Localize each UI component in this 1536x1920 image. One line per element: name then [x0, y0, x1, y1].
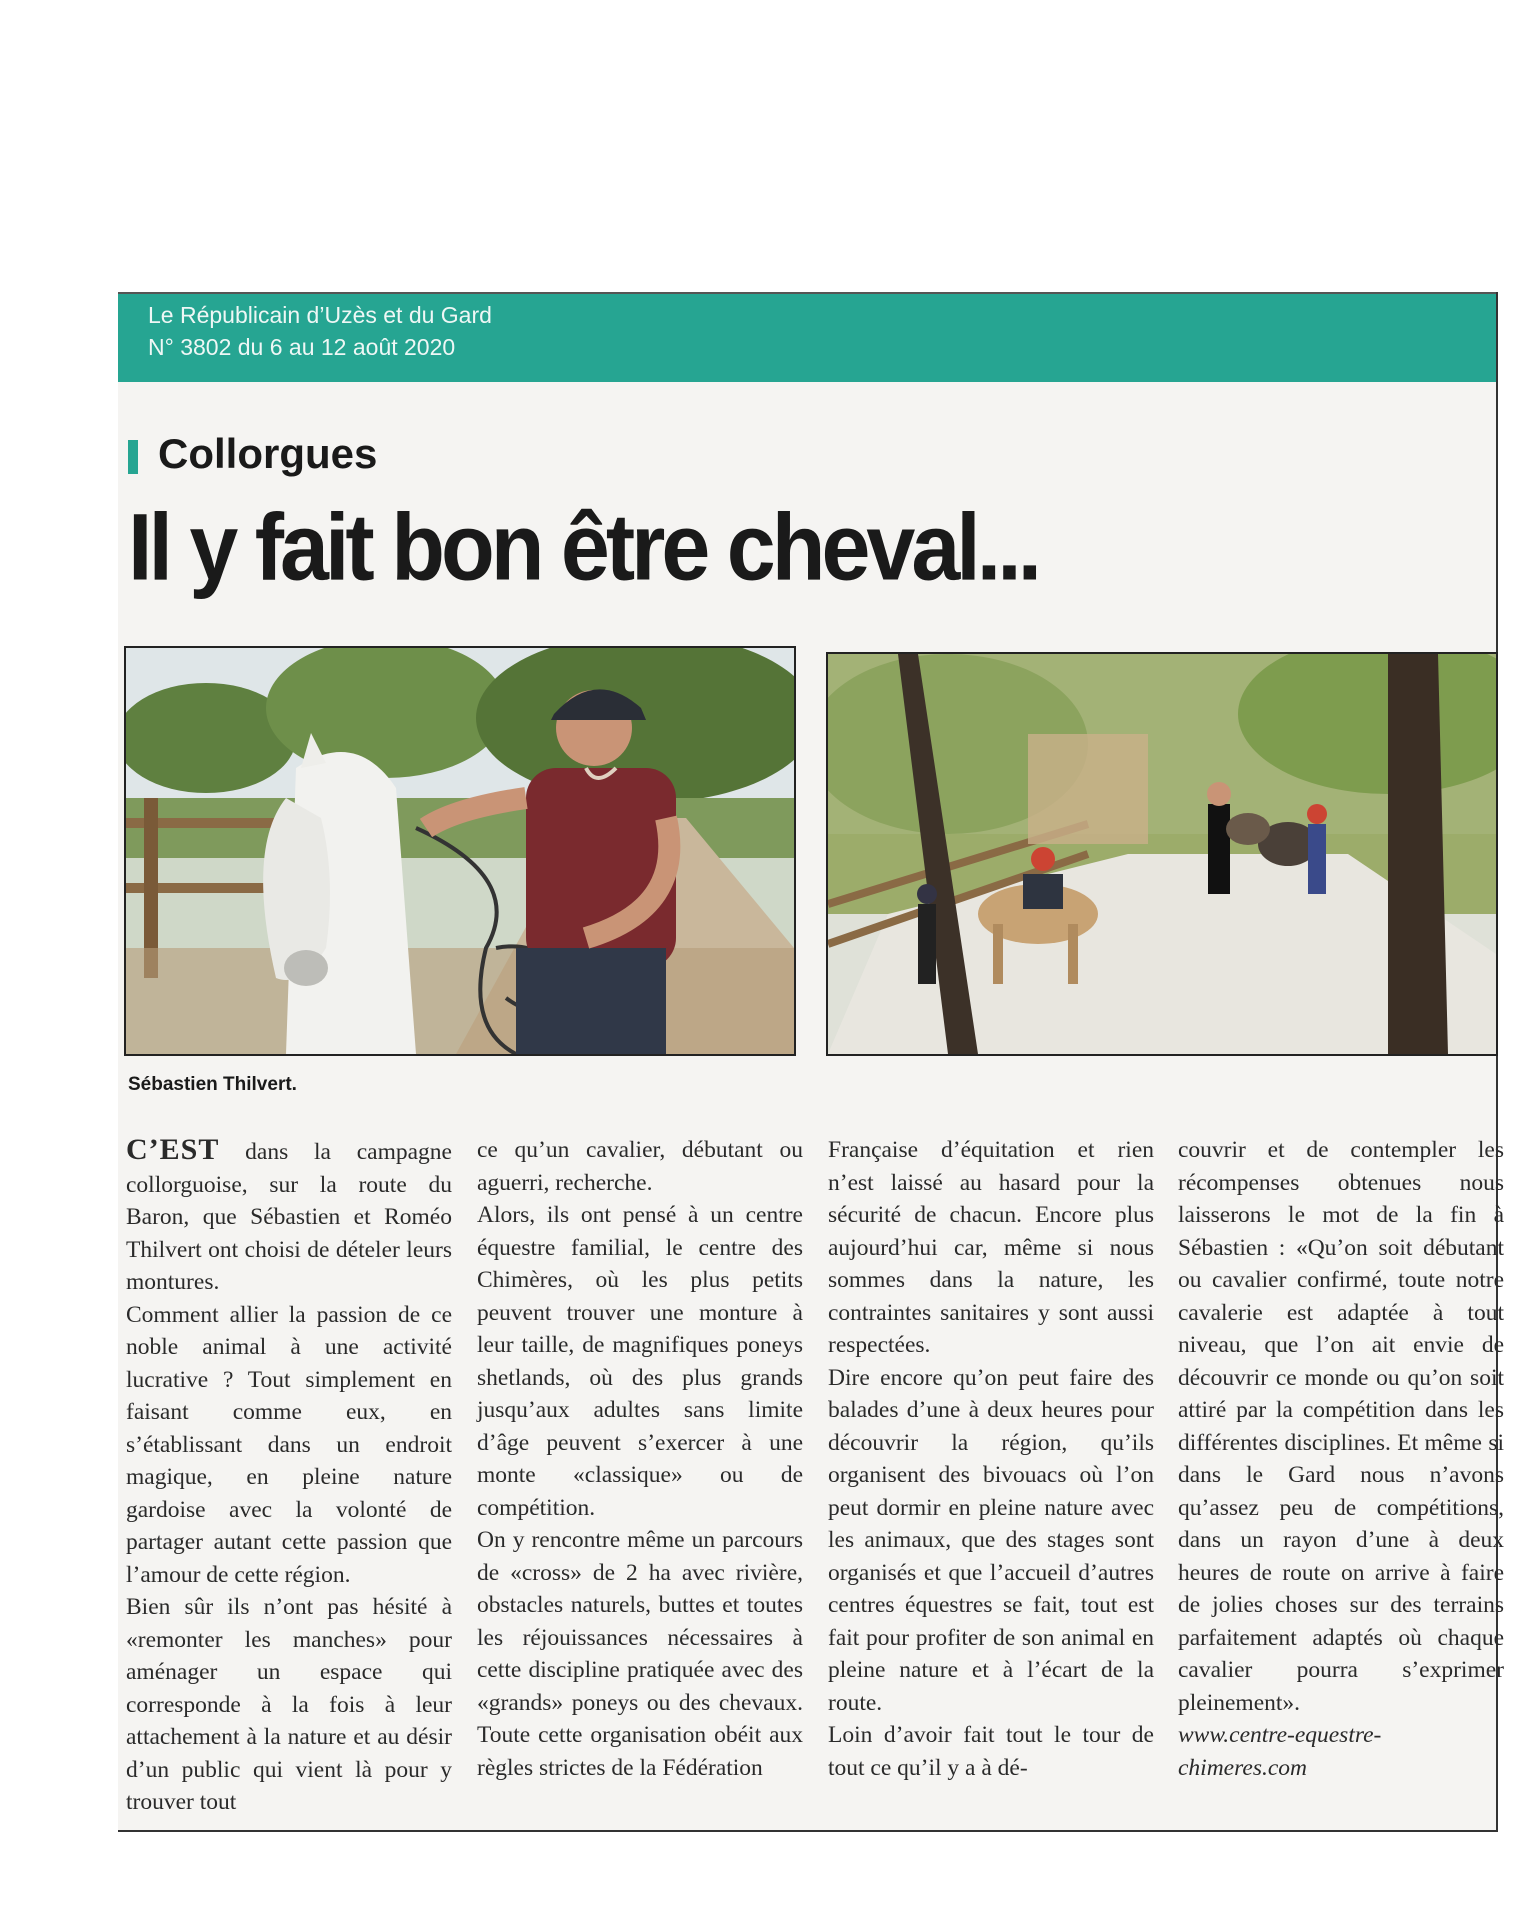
paragraph: On y rencontre même un parcours de «cross» de 2 ha avec rivière, obstacles naturels, buttes et toutes les réjouissances nécessaires à cette discipline pratiquée avec des «grands» poneys ou des chevaux. Toute cette organisation obéit aux règles strictes de la Fédération	[477, 1527, 803, 1781]
article-column-2	[477, 1134, 803, 1784]
paragraph: Bien sûr ils n’ont pas hésité à «remonter les manches» pour aménager un espace qui corresponde à la fois à leur attachement à la nature et au désir d’un public qui vient là pour y trouver tout	[126, 1594, 452, 1815]
article-column-1	[126, 1134, 452, 1819]
website-url: www.centre-equestre-chimeres.com	[1178, 1722, 1382, 1781]
paragraph-text: dans la campagne collorguoise, sur la route du Baron, que Sébastien et Roméo Thilvert ont choisi de dételer leurs montures.	[126, 1139, 452, 1295]
paragraph: Comment allier la passion de ce noble animal à une activité lucrative ? Tout simplement en faisant comme eux, en s’établissant dans un endroit magique, en pleine nature gardoise avec la volonté de partager autant cette passion que l’amour de cette région.	[126, 1301, 452, 1588]
paragraph: ce qu’un cavalier, débutant ou aguerri, recherche.	[477, 1137, 803, 1196]
issue-info: N° 3802 du 6 au 12 août 2020	[148, 334, 456, 360]
newspaper-clipping	[118, 292, 1504, 1832]
lead-word: C’EST	[126, 1133, 220, 1166]
horse-and-man-photo	[124, 646, 796, 1056]
rubric-label: Collorgues	[158, 430, 378, 477]
photo-caption: Sébastien Thilvert.	[128, 1074, 297, 1095]
article-column-4	[1178, 1134, 1504, 1784]
rubric-marker	[128, 440, 138, 474]
article-column-3	[828, 1134, 1154, 1784]
paragraph: Dire encore qu’on peut faire des balades d’une à deux heures pour découvrir la région, qu’ils organisent des bivouacs où l’on peut dormir en pleine nature avec les animaux, que des stages sont organisés et que l’accueil d’autres centres équestres se fait, tout est fait pour profiter de son animal en pleine nature et à l’écart de la route.	[828, 1364, 1154, 1716]
paragraph: Loin d’avoir fait tout le tour de tout ce qu’il y a à dé-	[828, 1722, 1154, 1781]
publication-name: Le Républicain d’Uzès et du Gard	[148, 302, 492, 328]
paragraph: Alors, ils ont pensé à un centre équestre familial, le centre des Chimères, où les plus petits peuvent trouver une monture à leur taille, de magnifiques poneys shetlands, où des plus grands jusqu’aux adultes sans limite d’âge peuvent s’exercer à une monte «classique» ou de compétition.	[477, 1202, 803, 1521]
headline: Il y fait bon être cheval...	[128, 493, 1039, 600]
pony-ride-photo	[826, 652, 1498, 1056]
paragraph: couvrir et de contempler les récompenses obtenues nous laisserons le mot de la fin à Sébastien : «Qu’on soit débutant ou cavalier confirmé, toute notre cavalerie est adaptée à tout niveau, que l’on ait envie de découvrir ce monde ou qu’on soit attiré par la compétition dans les différentes disciplines. Et même si dans le Gard nous n’avons qu’assez peu de compétitions, dans un rayon d’une à deux heures de route on arrive à faire de jolies choses sur des terrains parfaitement adaptés où chaque cavalier pourra s’exprimer pleinement».	[1178, 1137, 1504, 1716]
publication-banner	[118, 292, 1496, 382]
paragraph	[126, 1134, 452, 1299]
paragraph: Française d’équitation et rien n’est laissé au hasard pour la sécurité de chacun. Encore plus aujourd’hui car, même si nous sommes dans la nature, les contraintes sanitaires y sont aussi respectées.	[828, 1137, 1154, 1358]
